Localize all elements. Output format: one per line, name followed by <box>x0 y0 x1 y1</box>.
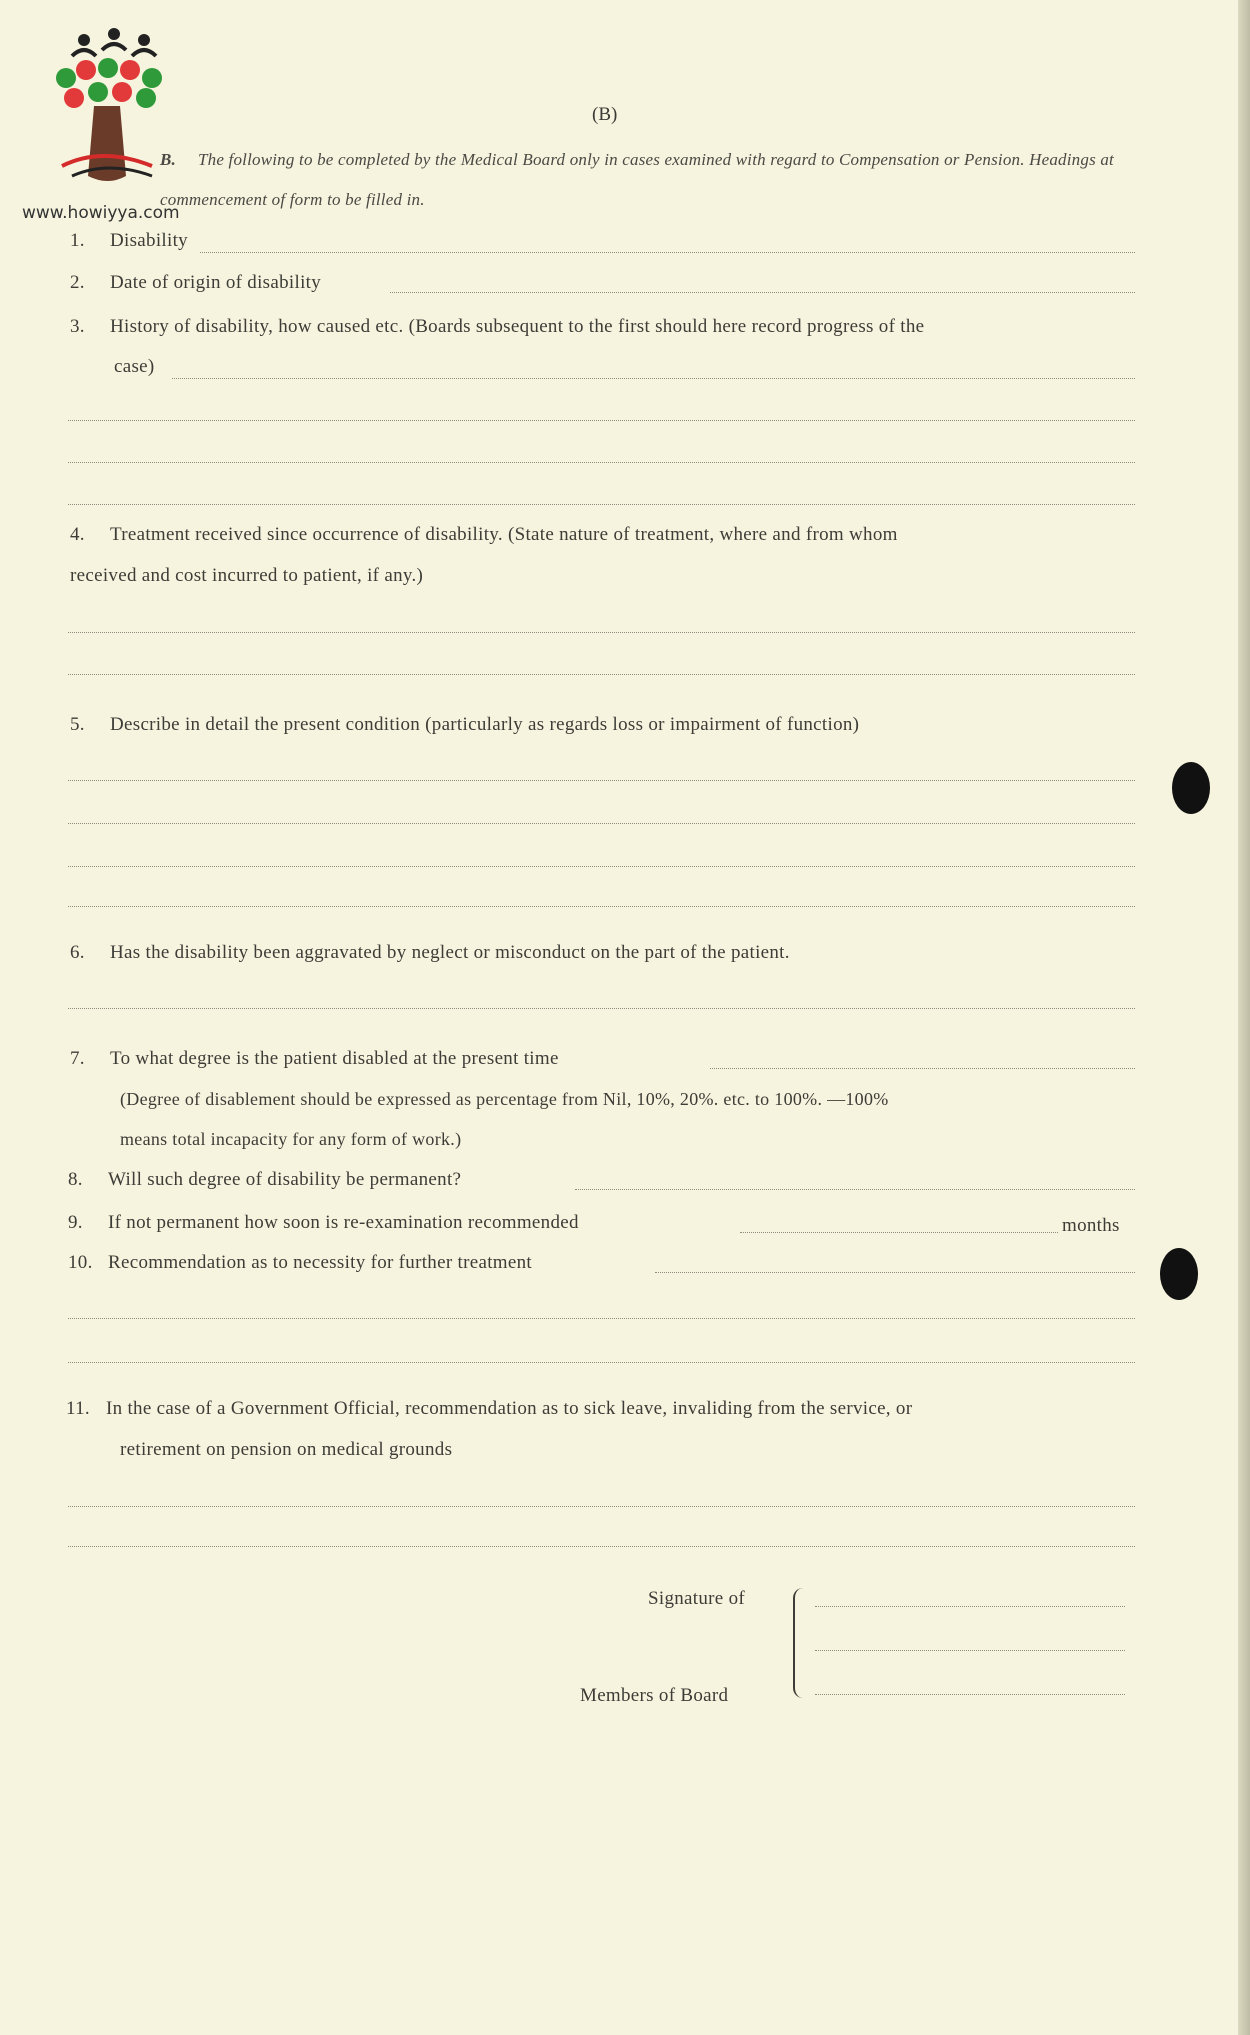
question-3-text-line1: History of disability, how caused etc. (Boards subsequent to the first should here record progress of the <box>110 316 925 337</box>
answer-line[interactable] <box>68 1546 1135 1547</box>
question-3-text-line2: case) <box>114 356 155 377</box>
question-4-text-line2: received and cost incurred to patient, if any.) <box>70 565 424 586</box>
question-6-text: Has the disability been aggravated by neglect or misconduct on the part of the patient. <box>110 942 790 963</box>
section-label: B. <box>160 150 176 169</box>
question-3-line2 <box>114 346 155 387</box>
question-10-text: Recommendation as to necessity for further treatment <box>108 1252 532 1273</box>
answer-line[interactable] <box>68 420 1135 421</box>
punch-hole <box>1172 762 1210 814</box>
question-7-note-2 <box>120 1119 461 1160</box>
question-7-note-line2: means total incapacity for any form of work.) <box>120 1129 462 1149</box>
answer-line[interactable] <box>68 866 1135 867</box>
months-label: months <box>1062 1215 1120 1236</box>
question-7-text: To what degree is the patient disabled at the present time <box>110 1048 559 1069</box>
watermark-url: www.howiyya.com <box>22 203 180 223</box>
answer-line[interactable] <box>68 780 1135 781</box>
answer-line[interactable] <box>710 1068 1135 1069</box>
punch-hole <box>1160 1248 1198 1300</box>
question-11: 11. In the case of a Government Official, recommendation as to sick leave, invaliding from the service, or <box>66 1398 913 1419</box>
question-1: 1. Disability <box>70 230 188 251</box>
question-3: 3. History of disability, how caused etc. (Boards subsequent to the first should here record progress of the <box>70 316 925 337</box>
question-5: 5. Describe in detail the present condition (particularly as regards loss or impairment of function) <box>70 714 860 735</box>
signature-line[interactable] <box>815 1650 1125 1651</box>
members-of-board-label: Members of Board <box>580 1685 729 1706</box>
question-7-note-line1: (Degree of disablement should be expressed as percentage from Nil, 10%, 20%. etc. to 100%. —100% <box>120 1089 889 1109</box>
question-4-line2 <box>70 555 423 596</box>
answer-line[interactable] <box>68 1318 1135 1319</box>
question-7-note <box>120 1079 889 1120</box>
question-9: 9. If not permanent how soon is re-examination recommended <box>68 1212 579 1233</box>
question-2: 2. Date of origin of disability <box>70 272 322 293</box>
answer-line[interactable] <box>68 504 1135 505</box>
answer-line[interactable] <box>575 1189 1135 1190</box>
page-edge-shadow <box>1238 0 1250 2035</box>
form-instructions <box>160 140 1140 220</box>
question-10: 10. Recommendation as to necessity for further treatment <box>68 1252 532 1273</box>
question-11-text-line2: retirement on pension on medical grounds <box>120 1439 453 1460</box>
instructions-text: The following to be completed by the Medical Board only in cases examined with regard to Compensation or Pension. Headings at commencement of form to be filled in. <box>160 150 1114 209</box>
signature-label: Signature of <box>648 1588 745 1609</box>
answer-line[interactable] <box>68 906 1135 907</box>
signature-line[interactable] <box>815 1694 1125 1695</box>
signature-brace <box>793 1588 809 1698</box>
answer-line[interactable] <box>68 1008 1135 1009</box>
question-6: 6. Has the disability been aggravated by neglect or misconduct on the part of the patient. <box>70 942 790 963</box>
question-9-text: If not permanent how soon is re-examination recommended <box>108 1212 579 1233</box>
answer-line[interactable] <box>68 1506 1135 1507</box>
answer-line[interactable] <box>172 378 1135 379</box>
question-4-text-line1: Treatment received since occurrence of disability. (State nature of treatment, where and from whom <box>110 524 898 545</box>
answer-line[interactable] <box>68 462 1135 463</box>
answer-line[interactable] <box>68 632 1135 633</box>
signature-line[interactable] <box>815 1606 1125 1607</box>
question-1-text: Disability <box>110 230 188 251</box>
question-5-text: Describe in detail the present condition (particularly as regards loss or impairment of function) <box>110 714 860 735</box>
answer-line[interactable] <box>390 292 1135 293</box>
answer-line[interactable] <box>655 1272 1135 1273</box>
question-11-line2 <box>120 1429 452 1470</box>
answer-line[interactable] <box>200 252 1135 253</box>
page-marker: (B) <box>592 104 618 125</box>
answer-line[interactable] <box>68 1362 1135 1363</box>
question-8: 8. Will such degree of disability be permanent? <box>68 1169 462 1190</box>
question-8-text: Will such degree of disability be permanent? <box>108 1169 462 1190</box>
question-7: 7. To what degree is the patient disabled at the present time <box>70 1048 559 1069</box>
answer-line[interactable] <box>68 674 1135 675</box>
question-11-text-line1: In the case of a Government Official, recommendation as to sick leave, invaliding from the service, or <box>106 1398 913 1419</box>
answer-line[interactable] <box>68 823 1135 824</box>
question-2-text: Date of origin of disability <box>110 272 322 293</box>
question-4: 4. Treatment received since occurrence of disability. (State nature of treatment, where and from whom <box>70 524 898 545</box>
answer-line[interactable] <box>740 1232 1058 1233</box>
